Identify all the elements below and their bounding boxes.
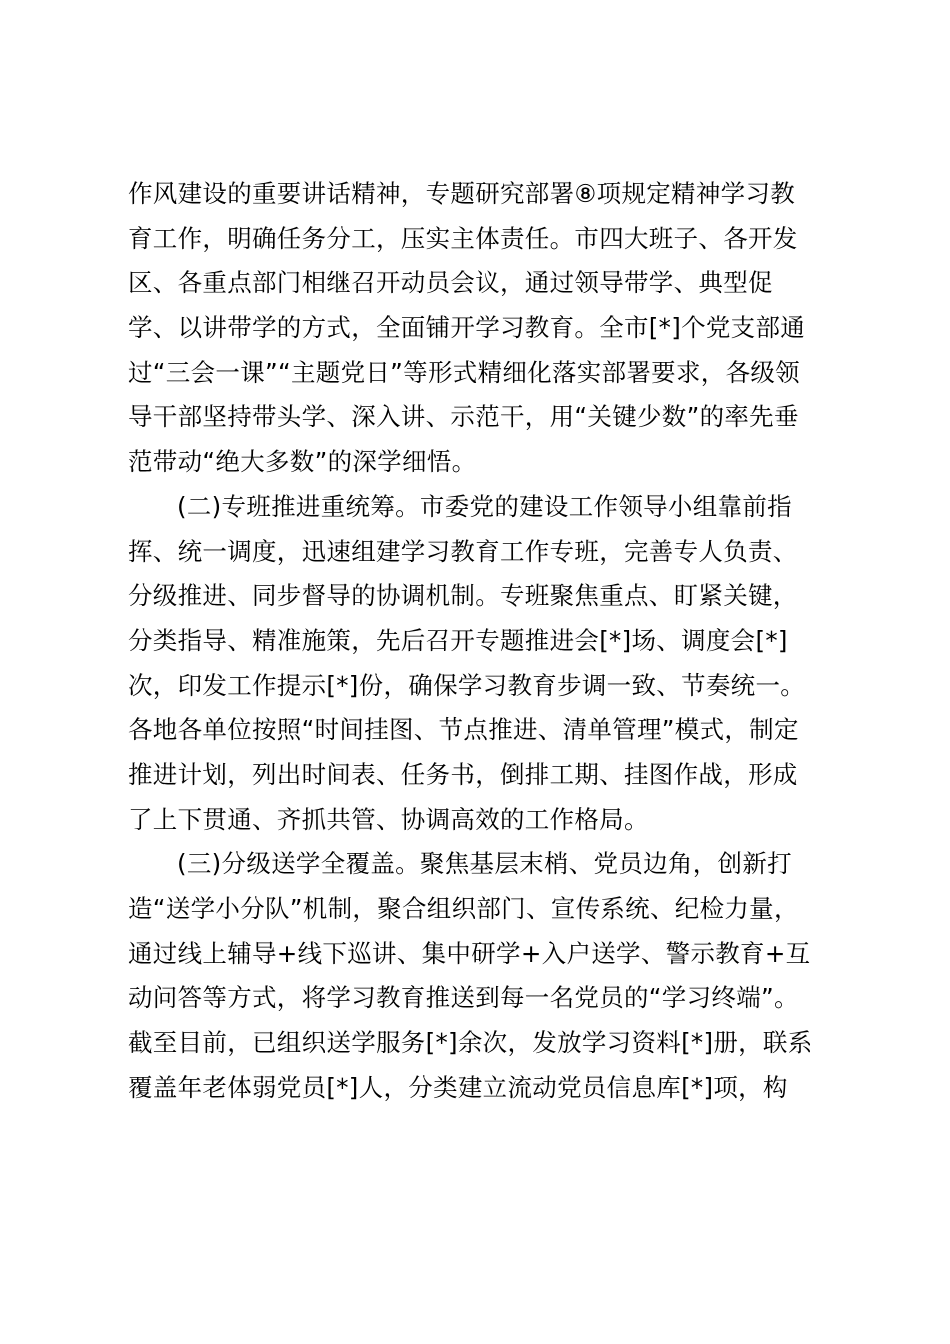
text-line: 挥、统一调度，迅速组建学习教育工作专班，完善专人负责、 bbox=[128, 536, 798, 566]
text-line: 分类指导、精准施策，先后召开专题推进会[*]场、调度会[*] bbox=[128, 625, 788, 655]
text-line: 区、各重点部门相继召开动员会议，通过领导带学、典型促 bbox=[128, 268, 773, 298]
text-line: 学、以讲带学的方式，全面铺开学习教育。全市[*]个党支部通 bbox=[128, 313, 806, 343]
paragraph-1 bbox=[128, 172, 848, 485]
paragraph-2 bbox=[128, 485, 848, 843]
text-line: 范带动“绝大多数”的深学细悟。 bbox=[128, 447, 477, 477]
text-line: 次，印发工作提示[*]份，确保学习教育步调一致、节奏统一。 bbox=[128, 670, 806, 700]
paragraph-3 bbox=[128, 842, 848, 1110]
text-line: 覆盖年老体弱党员[*]人，分类建立流动党员信息库[*]项，构 bbox=[128, 1072, 788, 1102]
document-body bbox=[128, 172, 848, 1110]
text-line: 了上下贯通、齐抓共管、协调高效的工作格局。 bbox=[128, 804, 649, 834]
text-line: 动问答等方式，将学习教育推送到每一名党员的“学习终端”。 bbox=[128, 983, 799, 1013]
text-line: 通过线上辅导+线下巡讲、集中研学+入户送学、警示教育+互 bbox=[128, 938, 811, 968]
text-line: 造“送学小分队”机制，聚合组织部门、宣传系统、纪检力量， bbox=[128, 894, 799, 923]
text-line: 导干部坚持带头学、深入讲、示范干，用“关键少数”的率先垂 bbox=[128, 402, 799, 432]
text-line: 分级推进、同步督导的协调机制。专班聚焦重点、盯紧关键， bbox=[128, 581, 798, 611]
text-line: 各地各单位按照“时间挂图、节点推进、清单管理”模式，制定 bbox=[128, 715, 799, 745]
text-line: 截至目前，已组织送学服务[*]余次，发放学习资料[*]册，联系 bbox=[128, 1028, 813, 1058]
text-line: (三)分级送学全覆盖。聚焦基层末梢、党员边角，创新打 bbox=[177, 849, 792, 879]
text-line: 推进计划，列出时间表、任务书，倒排工期、挂图作战，形成 bbox=[128, 759, 798, 789]
text-line: 过“三会一课”“主题党日”等形式精细化落实部署要求，各级领 bbox=[128, 357, 800, 387]
text-line: (二)专班推进重统筹。市委党的建设工作领导小组靠前指 bbox=[177, 491, 792, 521]
text-line: 育工作，明确任务分工，压实主体责任。市四大班子、各开发 bbox=[128, 223, 798, 253]
text-line: 作风建设的重要讲话精神，专题研究部署⑧项规定精神学习教 bbox=[128, 179, 796, 208]
